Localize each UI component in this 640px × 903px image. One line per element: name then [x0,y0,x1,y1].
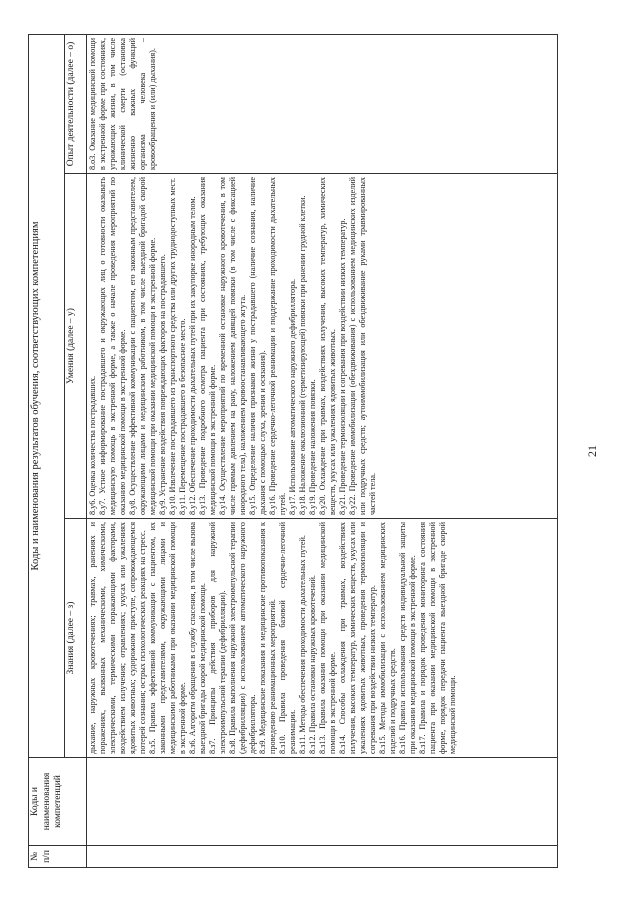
skill-item: 8.у18. Наложение окклюзионной (герметизирующей) повязки при ранении грудной клетки. [298,195,307,515]
skill-item: 8.у11. Перемещение пострадавшего в безопасное место. [178,318,187,515]
skill-item: 8.у20. Охлаждение при травмах, воздействиях излучения, высоких температур, химических веществ, укусах или ужалениях ядовитых животных. [318,177,337,515]
skill-item: 8.у6. Оценка количества пострадавших. [88,375,97,515]
header-knowledge: Знания (далее – з) [65,519,87,758]
knowledge-item: 8.з9. Медицинские показания и медицинские противопоказания к проведению реанимационных мероприятий. [258,522,277,754]
skill-item: 8.у7. Устное информирование пострадавшего и окружающих лиц о готовности оказывать медицинскую помощь в экстренной форме, а также о начале проведения мероприятий по оказанию медицинской помощи в экстренной форме. [98,177,127,515]
knowledge-item: 8.з13. Правила оказания помощи при оказании медицинской помощи в экстренной форме. [318,522,337,754]
skill-item: 8.у16. Проведение сердечно-легочной реанимации и поддержание проходимости дыхательных путей. [268,177,287,515]
knowledge-item: дыхание, наружных кровотечениях; травмах, ранениях и поражениях, вызванных механическими, химическими, электрическими, термическими поражающими факторами, воздействием излучения; отравлениях; укусах или ужалениях ядовитых животных; судорожном приступе, сопровождающемся потерей сознания; острых психологических реакциях на стресс. [88,522,147,754]
skill-item: 8.у19. Проведение наложения повязки. [308,379,317,515]
skill-item: 8.у12. Обеспечение проходимости дыхательных путей при их закупорке инородным телом. [188,196,197,515]
cell-experience [87,34,558,173]
knowledge-item: 8.з5. Правила эффективной коммуникации с пациентом, их законными представителями, окружающими лицами и медицинскими работниками при оказании медицинской помощи в экстренной форме. [148,522,187,754]
knowledge-item: 8.з7. Принципы действия приборов для наружной электроимпульсной терапии (дефибрилляции). [208,522,227,754]
knowledge-item: 8.з15. Методы иммобилизации с использованием медицинских изделий и подручных средств. [378,522,397,754]
skill-item: 8.у22. Проведение иммобилизации (обездвиживания) с использованием медицинских изделий или подручных средств; аутоиммобилизация или обездвиживание руками травмированных частей тела. [348,177,377,515]
skill-item: 8.у10. Извлечение пострадавшего из транспортного средства или других труднодоступных мест. [168,177,177,515]
cell-knowledge [87,519,558,758]
page-number: 21 [585,445,599,457]
knowledge-item: 8.з8. Правила выполнения наружной электроимпульсной терапии (дефибрилляции) с использованием автоматического наружного дефибриллятора. [228,522,257,754]
skill-item: 8.у13. Проведение подробного осмотра пациента при состояниях, требующих оказания медицинской помощи в экстренной форме. [198,177,217,515]
experience-item: 8.о3. Оказание медицинской помощи в экстренной форме при состояниях, угрожающих жизни, в том числе клинической смерти (остановка жизненно важных функций организма человека – кровообращения и (или) дыхания). [88,37,157,170]
cell-codes [87,758,558,846]
skill-item: 8.у8. Осуществление эффективной коммуникации с пациентом, его законным представителем, окружающими лицами и медицинским работником, в том числе выездной бригадой скорой медицинской помощи при оказании медицинской помощи в экстренной форме. [128,177,157,515]
knowledge-item: 8.з16. Правила использования средств индивидуальной защиты при оказании медицинской помощи в экстренной форме. [398,522,417,754]
knowledge-item: 8.з6. Алгоритм обращения в службу спасения, в том числе вызова выездной бригады скорой медицинской помощи. [188,522,207,754]
header-skills: Умения (далее – у) [65,174,87,519]
knowledge-item: 8.з17. Правила и порядок проведения мониторинга состояния пациента при оказании медицинской помощи в экстренной форме, порядок передачи пациента выездной бригаде скорой медицинской помощи. [418,522,457,754]
cell-number [87,846,558,868]
knowledge-item: 8.з14. Способы охлаждения при травмах, воздействиях излучения, высоких температур, химических веществ, укусах или ужалениях ядовитых животных, проведения термоизоляции и согревания при воздействии низких температур. [338,522,377,754]
skill-item: 8.у9. Устранение воздействия повреждающих факторов на пострадавшего. [158,254,167,515]
skill-item: 8.у14. Осуществление мероприятий по временной остановке наружного кровотечения, в том числе прямым давлением на рану, наложением давящей повязки (в том числе с фиксацией инородного тела), наложением кровоостанавливающего жгута. [218,177,247,515]
skill-item: 8.у17. Использование автоматического наружного дефибриллятора. [288,278,297,515]
skill-item: 8.у21. Проведение термоизоляции и согревания при воздействии низких температур. [338,218,347,515]
skill-item: 8.у15. Определение наличия признаков жизни у пострадавшего (наличие сознания, наличие дыхания с помощью слуха, зрения и осязания). [248,177,267,515]
header-codes: Коды и наименования компетенций [29,758,87,846]
knowledge-item: 8.з10. Правила проведения базовой сердечно-легочной реанимации. [278,522,297,754]
cell-skills [87,174,558,519]
knowledge-item: 8.з12. Правила остановки наружных кровотечений. [308,575,317,754]
header-experience: Опыт деятельности (далее – о) [65,34,87,173]
knowledge-item: 8.з11. Методы обеспечения проходимости дыхательных путей. [298,535,307,754]
header-results-group: Коды и наименования результатов обучения, соответствующих компетенциям [29,34,65,757]
competency-table [28,34,558,868]
header-number: № п/п [29,846,87,868]
